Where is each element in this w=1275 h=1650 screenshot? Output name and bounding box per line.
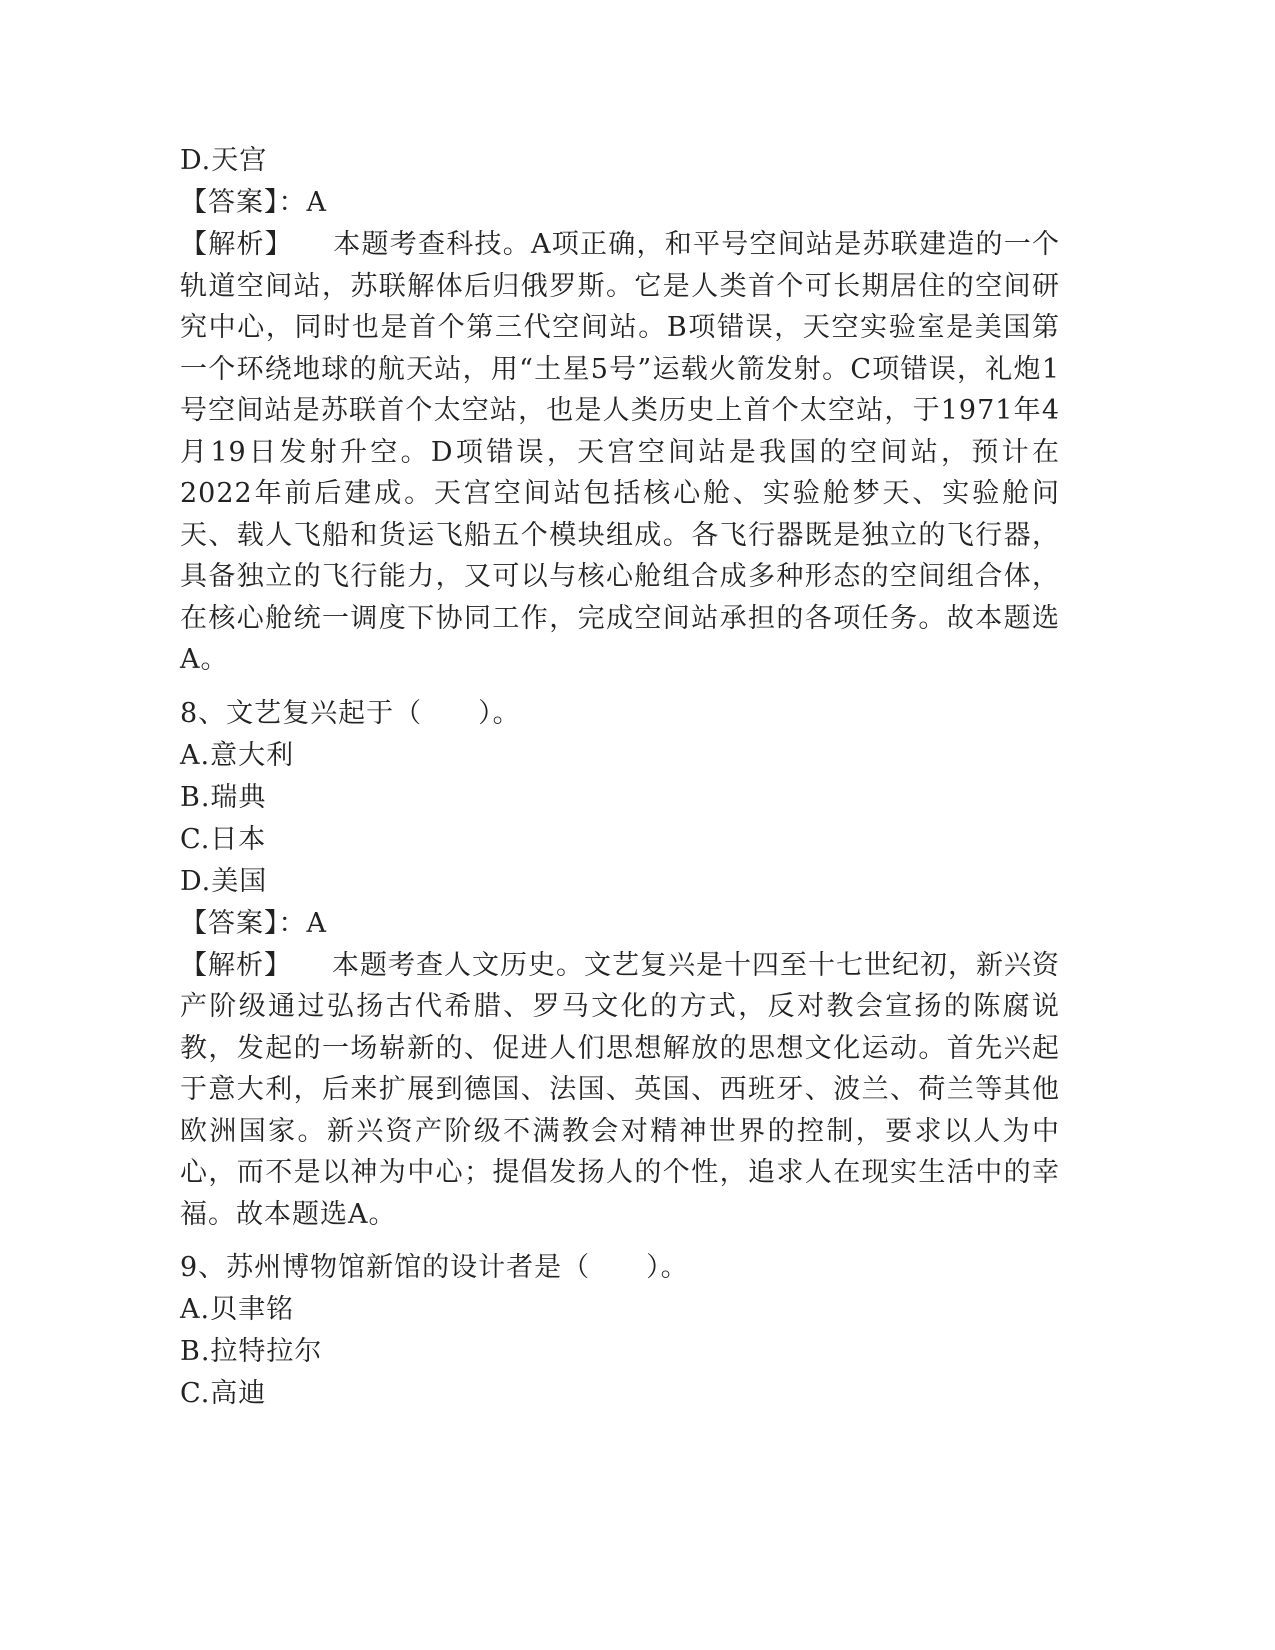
answer-label: 【答案】 [180, 187, 279, 218]
answer-value: A [306, 907, 327, 939]
explanation-label: 【解析】 [180, 949, 292, 981]
answer-separator: ： [278, 187, 307, 218]
answer-label: 【答案】 [180, 907, 279, 939]
question-8-option-d: D.美国 [180, 865, 268, 897]
explanation-text: 本题考查科技。A项正确，和平号空间站是苏联建造的一个轨道空间站，苏联解体后归俄罗斯。它是人类首个可长期居住的空间研究中心，同时也是首个第三代空间站。B项错误，天空实验室是美国第一个环绕地球的航天站，用“土星5号”运载火箭发射。C项错误，礼炮1号空间站是苏联首个太空站，也是人类历史上首个太空站，于1971年4月19日发射升空。D项错误，天宫空间站是我国的空间站，预计在2022年前后建成。天宫空间站包括核心舱、实验舱梦天、实验舱问天、载人飞船和货运飞船五个模块组成。各飞行器既是独立的飞行器，具备独立的飞行能力，又可以与核心舱组合成多种形态的空间组合体，在核心舱统一调度下协同工作，完成空间站承担的各项任务。故本题选A。 [180, 229, 1060, 675]
question-8-stem: 8、文艺复兴起于（ ）。 [180, 697, 521, 729]
explanation-text: 本题考查人文历史。文艺复兴是十四至十七世纪初，新兴资产阶级通过弘扬古代希腊、罗马文化的方式，反对教会宣扬的陈腐说教，发起的一场崭新的、促进人们思想解放的思想文化运动。首先兴起于意大利，后来扩展到德国、法国、英国、西班牙、波兰、荷兰等其他欧洲国家。新兴资产阶级不满教会对精神世界的控制，要求以人为中心，而不是以神为中心；提倡发扬人的个性，追求人在现实生活中的幸福。故本题选A。 [180, 949, 1060, 1230]
question-9-stem: 9、苏州博物馆新馆的设计者是（ ）。 [180, 1252, 689, 1283]
document-page [180, 140, 1060, 1415]
question-8-option-c: C.日本 [180, 823, 267, 855]
question-9-option-a: A.贝聿铭 [180, 1294, 295, 1325]
question-9-option-c: C.高迪 [180, 1378, 267, 1409]
option-d: D.天宫 [180, 145, 268, 176]
answer-value: A [306, 187, 327, 218]
question-8-answer-line [180, 903, 1060, 945]
explanation-paragraph [180, 224, 1060, 681]
question-8-option-b: B.瑞典 [180, 781, 267, 813]
answer-line [180, 182, 1060, 224]
answer-separator: ： [278, 907, 307, 939]
explanation-label: 【解析】 [180, 229, 293, 260]
question-9-option-b: B.拉特拉尔 [180, 1336, 323, 1367]
question-8-option-a: A.意大利 [180, 739, 295, 771]
question-8-explanation [180, 945, 1060, 1236]
